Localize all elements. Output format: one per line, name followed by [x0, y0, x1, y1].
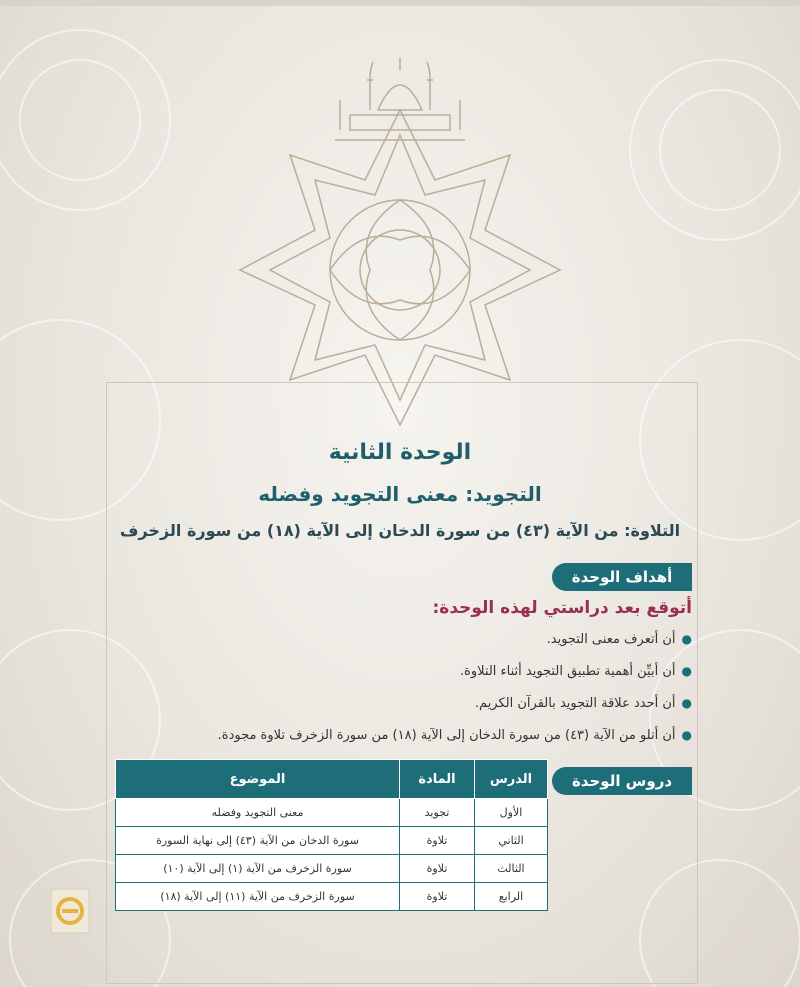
subject-title: التجويد: معنى التجويد وفضله: [258, 482, 542, 506]
column-header-subject: المادة: [400, 760, 475, 799]
topic-cell: سورة الزخرف من الآية (١) إلى الآية (١٠): [116, 855, 400, 883]
subject-cell: تجويد: [400, 799, 475, 827]
expectation-text: أتوقع بعد دراستي لهذه الوحدة:: [432, 598, 692, 618]
recitation-line: التلاوة: من الآية (٤٣) من سورة الدخان إلى الآية (١٨) من سورة الزخرف: [119, 521, 681, 540]
lesson-cell: الثاني: [475, 827, 548, 855]
mosque-star-ornament: [230, 40, 570, 430]
lesson-cell: الأول: [475, 799, 548, 827]
subject-cell: تلاوة: [400, 883, 475, 911]
table-row: [116, 855, 548, 883]
table-row: [116, 883, 548, 911]
topic-cell: سورة الزخرف من الآية (١١) إلى الآية (١٨): [116, 883, 400, 911]
table-row: [116, 827, 548, 855]
publisher-logo-icon: [50, 888, 90, 934]
goal-item: ● أن أحدد علاقة التجويد بالقرآن الكريم.: [112, 692, 692, 714]
lessons-table: [115, 759, 548, 911]
column-header-lesson: الدرس: [475, 760, 548, 799]
topic-cell: معنى التجويد وفضله: [116, 799, 400, 827]
topic-cell: سورة الدخان من الآية (٤٣) إلى نهاية السورة: [116, 827, 400, 855]
column-header-topic: الموضوع: [116, 760, 400, 799]
table-row: [116, 799, 548, 827]
unit-title: الوحدة الثانية: [328, 440, 472, 465]
subject-cell: تلاوة: [400, 855, 475, 883]
lesson-cell: الثالث: [475, 855, 548, 883]
goals-list: [112, 628, 692, 756]
goal-item: ● أن أتعرف معنى التجويد.: [112, 628, 692, 650]
goal-item: ● أن أبيِّن أهمية تطبيق التجويد أثناء التلاوة.: [112, 660, 692, 682]
lessons-header: دروس الوحدة: [552, 767, 692, 795]
lesson-cell: الرابع: [475, 883, 548, 911]
goal-item: ● أن أتلو من الآية (٤٣) من سورة الدخان إلى الآية (١٨) من سورة الزخرف تلاوة مجودة.: [112, 724, 692, 746]
goals-header: أهداف الوحدة: [552, 563, 692, 591]
subject-cell: تلاوة: [400, 827, 475, 855]
table-header-row: [116, 760, 548, 799]
